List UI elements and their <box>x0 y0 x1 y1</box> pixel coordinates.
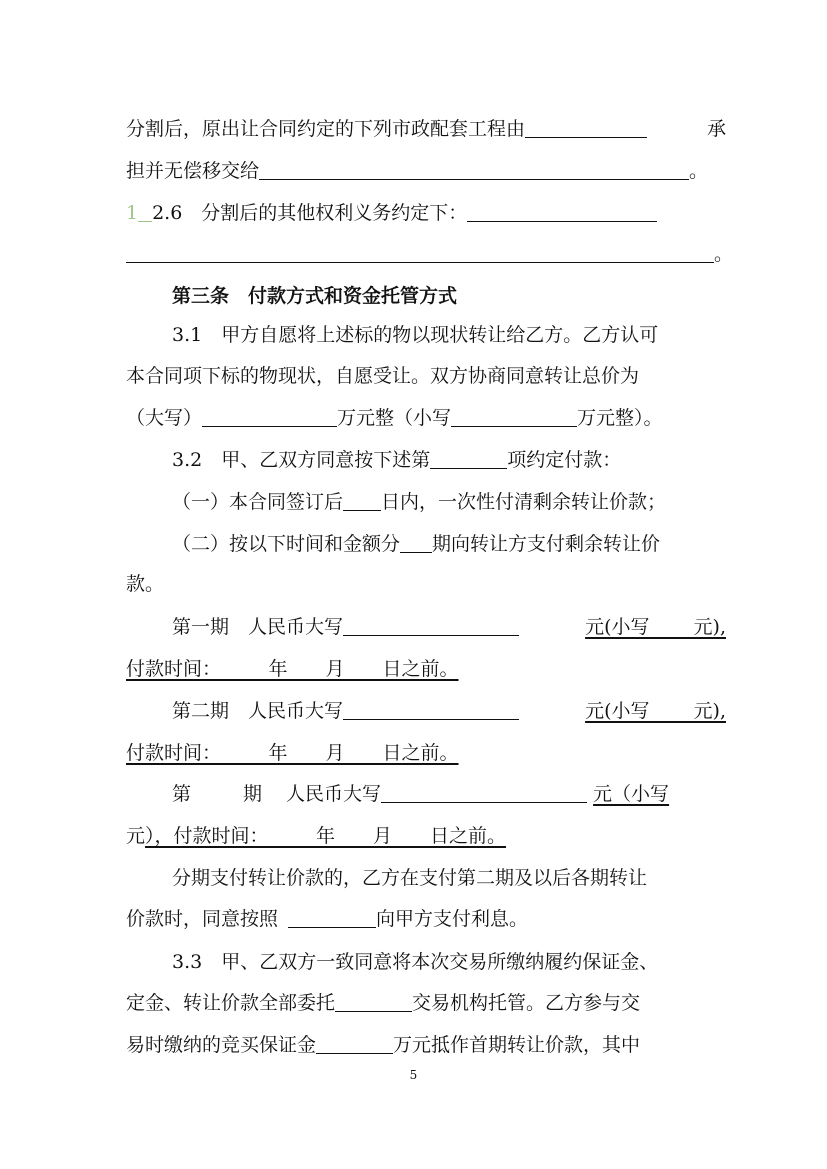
text-fragment: 万元抵作首期转让价款，其中 <box>393 1034 641 1056</box>
phase-1-time <box>126 656 726 682</box>
text-fragment: 第二期 人民币大写 <box>172 700 344 722</box>
revision-mark: 1 <box>126 202 139 224</box>
blank-field <box>467 201 657 222</box>
text-line <box>126 906 726 932</box>
page-number: 5 <box>409 1068 418 1082</box>
text-fragment: （一）本合同签订后 <box>172 491 344 513</box>
text-fragment: 万元整）。 <box>577 407 663 429</box>
text-fragment: 价款时，同意按照 <box>126 908 279 930</box>
blank-field <box>126 242 714 263</box>
text-fragment: 交易机构托管。乙方参与交 <box>412 992 641 1014</box>
blank-field <box>400 532 432 553</box>
text-fragment: 第一期 人民币大写 <box>172 616 344 638</box>
text-line <box>126 116 726 142</box>
text-fragment: 付款时间： 年 月 日之前。 <box>126 742 459 764</box>
blank-field <box>451 406 577 427</box>
blank-field <box>259 159 689 180</box>
text-line <box>126 1032 726 1058</box>
text-fragment: 定金、转让价款全部委托 <box>126 992 336 1014</box>
text-fragment: 项约定付款： <box>507 449 622 471</box>
option-2 <box>172 531 726 557</box>
text-fragment: 第 <box>172 783 192 805</box>
clause-3-3: 3.3 甲、乙双方一致同意将本次交易所缴纳履约保证金、 <box>172 951 659 973</box>
text-fragment: 万元整（小写 <box>337 407 452 429</box>
text-line <box>126 405 726 431</box>
phase-n-time <box>126 823 726 849</box>
text-fragment: 元（小写 <box>593 783 670 805</box>
blank-field <box>525 117 647 138</box>
text-line: 款。 <box>126 573 165 595</box>
text-line: 本合同项下标的物现状，自愿受让。双方协商同意转让总价为 <box>126 365 640 387</box>
text-fragment: ），付款时间： 年 月 日之前。 <box>145 825 507 847</box>
text-fragment: 分割后，原出让合同约定的下列市政配套工程由 <box>126 118 526 140</box>
interest-clause: 分期支付转让价款的，乙方在支付第二期及以后各期转让 <box>172 867 648 889</box>
text-fragment: 付款时间： 年 月 日之前。 <box>126 658 459 680</box>
text-fragment: 担并无偿移交给 <box>126 160 260 182</box>
clause-text: 2.6 分割后的其他权利义务约定下： <box>152 202 468 224</box>
text-fragment: 日内，一次性付清剩余转让价款； <box>381 491 667 513</box>
text-fragment: （二）按以下时间和金额分 <box>172 533 401 555</box>
blank-field <box>343 615 519 636</box>
clause-3-2 <box>172 447 726 473</box>
text-fragment: 。 <box>689 160 709 182</box>
phase-2 <box>172 698 726 724</box>
phase-1 <box>172 614 726 640</box>
text-line <box>126 158 726 184</box>
phase-n <box>172 781 726 807</box>
blank-field <box>288 907 376 928</box>
text-line <box>126 990 726 1016</box>
text-line <box>126 241 734 267</box>
text-fragment: 期向转让方支付剩余转让价 <box>432 533 661 555</box>
text-fragment: 3.2 甲、乙双方同意按下述第 <box>172 449 431 471</box>
blank-field <box>202 406 337 427</box>
option-1 <box>172 489 726 515</box>
blank-field <box>335 991 412 1012</box>
text-fragment: 期 <box>243 783 263 805</box>
blank-field <box>381 782 587 803</box>
text-fragment: 元 <box>126 825 146 847</box>
clause-2-6 <box>126 200 726 226</box>
blank-field <box>343 490 381 511</box>
section-heading: 第三条 付款方式和资金托管方式 <box>172 285 458 307</box>
text-fragment: 元(小写 元), <box>585 700 726 722</box>
clause-3-1: 3.1 甲方自愿将上述标的物以现状转让给乙方。乙方认可 <box>172 324 659 346</box>
text-fragment: 人民币大写 <box>286 783 382 805</box>
text-fragment: 承 <box>706 118 726 140</box>
phase-2-time <box>126 740 726 766</box>
text-fragment: 元(小写 元), <box>585 616 726 638</box>
blank-field <box>430 448 507 469</box>
text-fragment: 。 <box>714 243 734 265</box>
text-fragment: 向甲方支付利息。 <box>376 908 529 930</box>
blank-field <box>343 699 519 720</box>
blank-field <box>316 1033 393 1054</box>
text-fragment: （大写） <box>126 407 203 429</box>
text-fragment: 易时缴纳的竞买保证金 <box>126 1034 317 1056</box>
